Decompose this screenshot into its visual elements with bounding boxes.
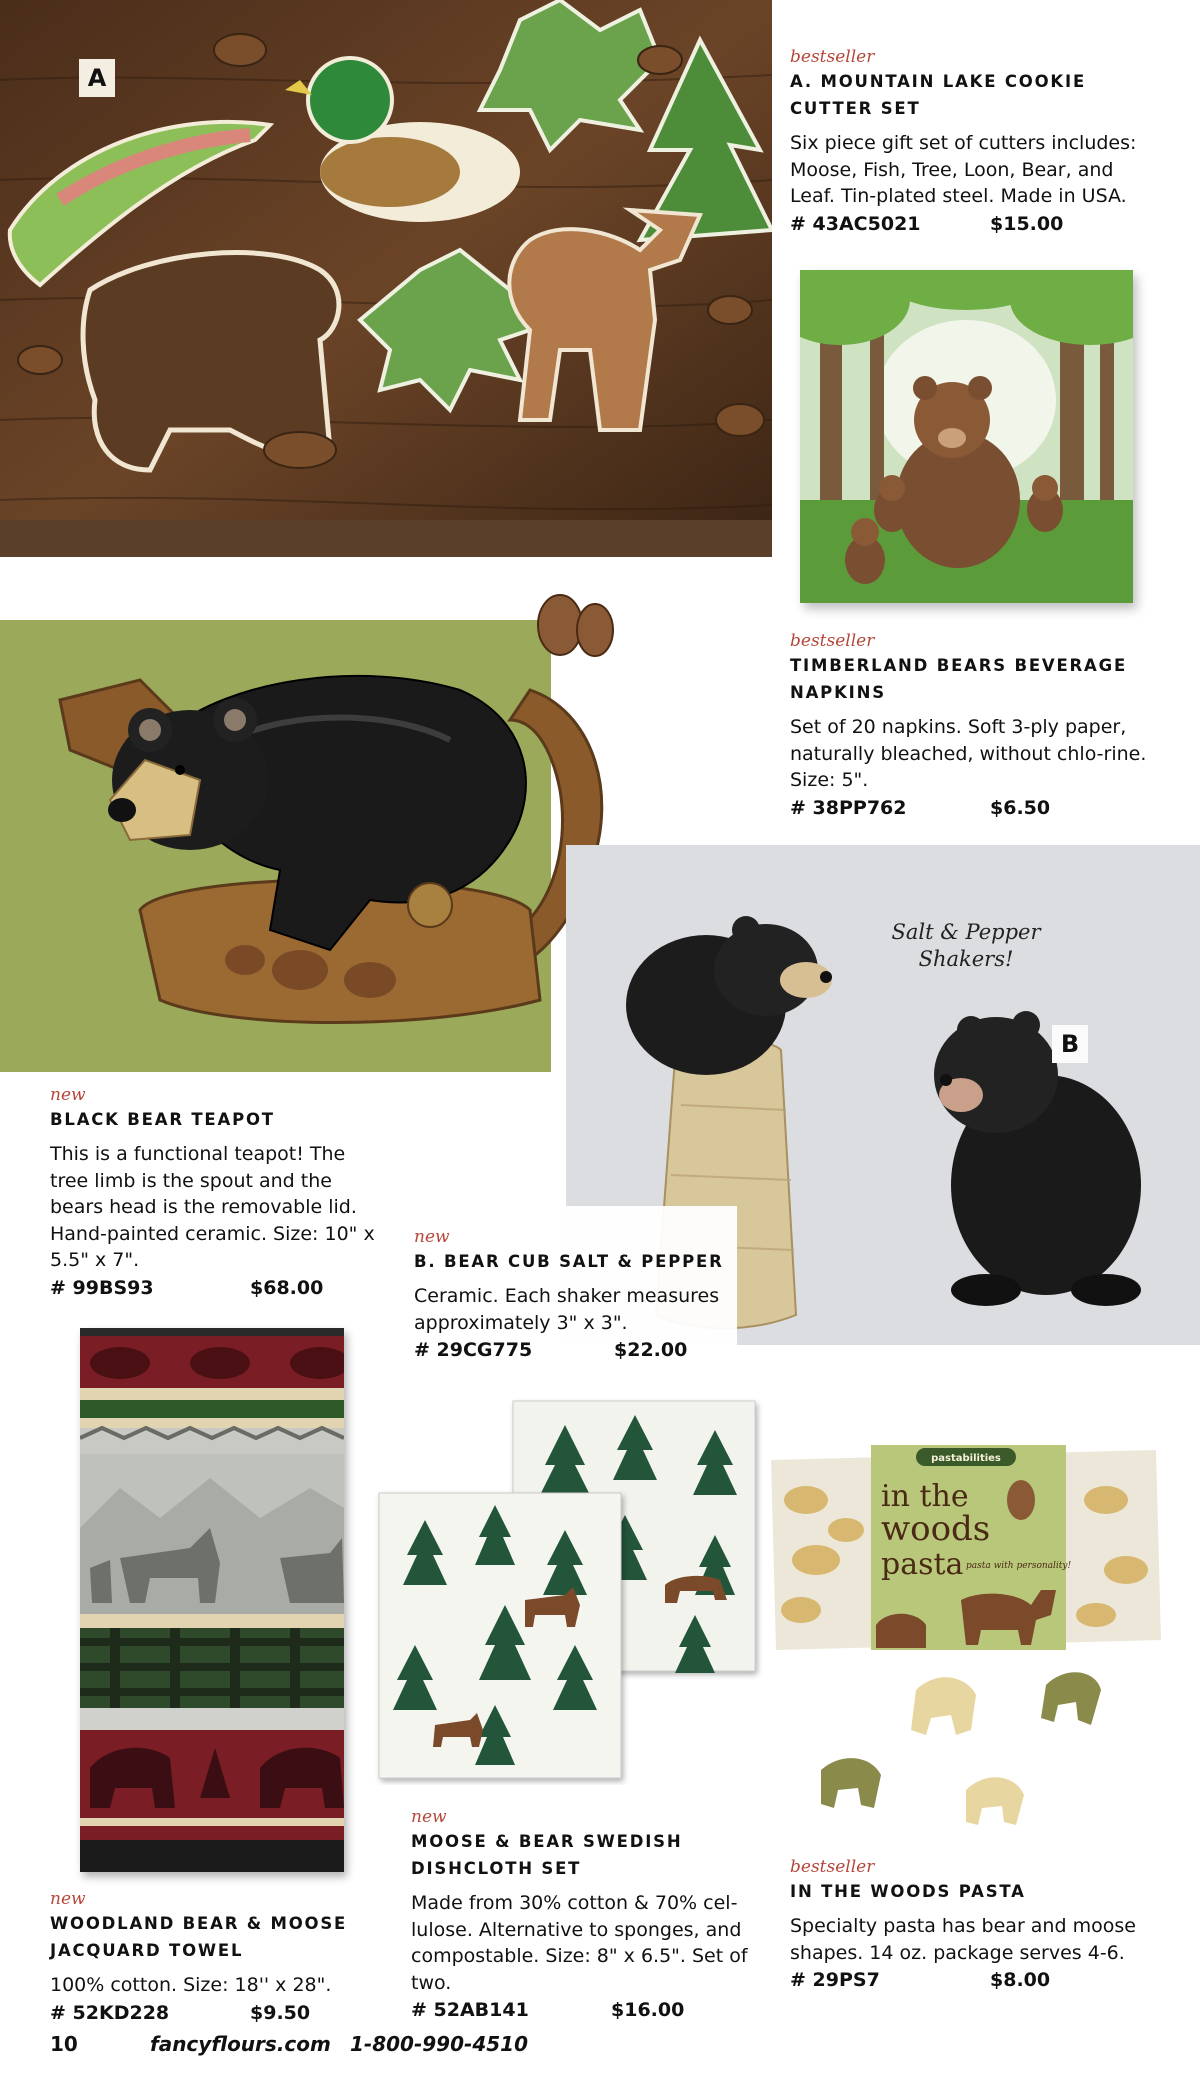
product-description: Ceramic. Each shaker measures approximately 3" x 3". [414, 1285, 720, 1334]
towel-info [50, 1888, 380, 2026]
product-title: WOODLAND BEAR & MOOSE JACQUARD TOWEL [50, 1914, 348, 1960]
product-tag: bestseller [790, 631, 875, 651]
product-price: $15.00 [990, 212, 1064, 235]
product-title: A. MOUNTAIN LAKE COOKIE CUTTER SET [790, 72, 1087, 118]
phone-number[interactable]: 1-800-990-4510 [350, 2032, 528, 2056]
product-tag: new [50, 1889, 86, 1909]
product-sku: # 29CG775 [414, 1339, 533, 1361]
sku-row [50, 2000, 380, 2026]
product-sku: # 52KD228 [50, 2001, 170, 2024]
sku-row [414, 1337, 737, 1363]
napkins-photo [800, 270, 1133, 603]
product-title: TIMBERLAND BEARS BEVERAGE NAPKINS [790, 656, 1128, 702]
product-sku: # 38PP762 [790, 796, 907, 819]
product-description: Set of 20 napkins. Soft 3-ply paper, naturally bleached, without chlo-rine. Size: 5". [790, 716, 1147, 791]
napkins-illustration [800, 270, 1133, 603]
product-price: $8.00 [990, 1969, 1051, 1991]
pasta-label-tagline: pasta with personality! [966, 1561, 1072, 1571]
napkins-info [790, 630, 1150, 821]
dishcloth-info [411, 1806, 751, 2023]
product-tag: new [414, 1227, 450, 1247]
product-title: B. BEAR CUB SALT & PEPPER [414, 1252, 724, 1271]
pasta-brand-text: pastabilities [931, 1453, 1001, 1464]
product-tag: bestseller [790, 47, 875, 67]
product-tag: new [411, 1807, 447, 1827]
product-description: This is a functional teapot! The tree limb is the spout and the bears head is the removable lid. Hand-painted ceramic. Size: 10" x 5.5" x 7". [50, 1143, 375, 1271]
dishcloth-photo [375, 1395, 765, 1785]
product-sku: # 99BS93 [50, 1276, 154, 1299]
website-link[interactable]: fancyflours.com [150, 2032, 331, 2056]
salt-pepper-callout: Salt & Pepper Shakers! [891, 920, 1041, 971]
sku-row [790, 211, 1150, 237]
product-sku: # 43AC5021 [790, 212, 921, 235]
product-price: $16.00 [611, 1999, 685, 2021]
product-description: Made from 30% cotton & 70% cel-lulose. Alternative to sponges, and compostable. Size: 8" x 6.5". Set of two. [411, 1892, 748, 1994]
product-price: $9.50 [250, 2001, 311, 2024]
salt-pepper-info [400, 1206, 737, 1361]
sku-row [790, 795, 1150, 821]
sku-row [411, 1997, 751, 2023]
teapot-info [50, 1084, 380, 1301]
pasta-photo [766, 1440, 1166, 1840]
pasta-info [790, 1856, 1150, 1993]
product-sku: # 29PS7 [790, 1969, 880, 1991]
cookie-cutter-info [790, 46, 1150, 237]
pasta-illustration [766, 1440, 1166, 1840]
product-title: BLACK BEAR TEAPOT [50, 1110, 275, 1129]
item-badge-b: B [1052, 1025, 1088, 1063]
sku-row [790, 1967, 1150, 1993]
product-description: Six piece gift set of cutters includes: Moose, Fish, Tree, Loon, Bear, and Leaf. Tin-plated steel. Made in USA. [790, 132, 1137, 207]
cookie-cutter-photo [0, 0, 772, 557]
towel-illustration [80, 1328, 344, 1872]
pasta-label-line3: pasta [881, 1547, 964, 1582]
cookie-cutter-illustration [0, 0, 772, 557]
dishcloth-illustration [375, 1395, 765, 1785]
product-tag: new [50, 1085, 86, 1105]
product-price: $6.50 [990, 796, 1051, 819]
item-badge-a: A [79, 59, 115, 97]
product-price: $68.00 [250, 1276, 324, 1299]
product-title: IN THE WOODS PASTA [790, 1882, 1026, 1901]
pasta-label-line1: in the [881, 1479, 969, 1514]
towel-photo [80, 1328, 344, 1872]
product-sku: # 52AB141 [411, 1999, 529, 2021]
product-description: 100% cotton. Size: 18'' x 28". [50, 1974, 332, 1996]
pasta-label-line2: woods [881, 1509, 991, 1549]
product-description: Specialty pasta has bear and moose shapes. 14 oz. package serves 4-6. [790, 1915, 1136, 1964]
sku-row [50, 1275, 380, 1301]
product-tag: bestseller [790, 1857, 875, 1877]
product-price: $22.00 [614, 1339, 688, 1361]
product-title: MOOSE & BEAR SWEDISH DISHCLOTH SET [411, 1832, 683, 1878]
page-number: 10 [50, 2032, 78, 2056]
